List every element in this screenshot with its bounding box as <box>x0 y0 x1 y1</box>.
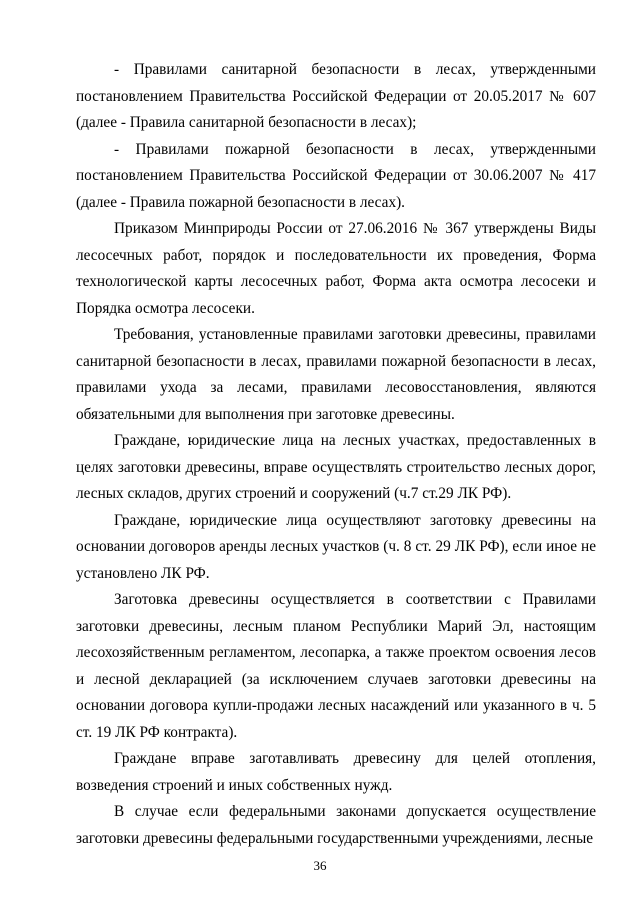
paragraph: Граждане, юридические лица на лесных участках, предоставленных в целях заготовки древесины, вправе осуществлять строительство лесных дорог, лесных складов, других строений и сооружений (ч.7 ст.29 ЛК РФ). <box>76 432 596 502</box>
paragraph: В случае если федеральными законами допускается осуществление заготовки древесины федеральными государственными учреждениями, лесные <box>76 803 596 847</box>
page-number: 36 <box>313 858 327 873</box>
paragraph: - Правилами санитарной безопасности в лесах, утвержденными постановлением Правительства Российской Федерации от 20.05.2017 № 607 (далее - Правила санитарной безопасности в лесах); <box>76 61 596 131</box>
paragraph: Приказом Минприроды России от 27.06.2016 № 367 утверждены Виды лесосечных работ, порядок и последовательности их проведения, Форма технологической карты лесосечных работ, Форма акта осмотра лесосеки и Порядка осмотра лесосеки. <box>76 220 596 317</box>
paragraph: Граждане, юридические лица осуществляют заготовку древесины на основании договоров аренды лесных участков (ч. 8 ст. 29 ЛК РФ), если иное не установлено ЛК РФ. <box>76 511 596 582</box>
document-body <box>76 57 596 852</box>
paragraph: Требования, установленные правилами заготовки древесины, правилами санитарной безопасности в лесах, правилами пожарной безопасности в лесах, правилами ухода за лесами, правилами лесовосстановления, являются обязательными для выполнения при заготовке древесины. <box>76 326 596 423</box>
paragraph: Заготовка древесины осуществляется в соответствии с Правилами заготовки древесины, лесным планом Республики Марий Эл, настоящим лесохозяйственным регламентом, лесопарка, а также проектом освоения лесов и лесной декларацией (за исключением случаев заготовки древесины на основании договора купли-продажи лесных насаждений или указанного в ч. 5 ст. 19 ЛК РФ контракта). <box>76 591 596 741</box>
paragraph: - Правилами пожарной безопасности в лесах, утвержденными постановлением Правительства Российской Федерации от 30.06.2007 № 417 (далее - Правила пожарной безопасности в лесах). <box>76 140 596 211</box>
paragraph: Граждане вправе заготавливать древесину для целей отопления, возведения строений и иных собственных нужд. <box>76 750 596 794</box>
